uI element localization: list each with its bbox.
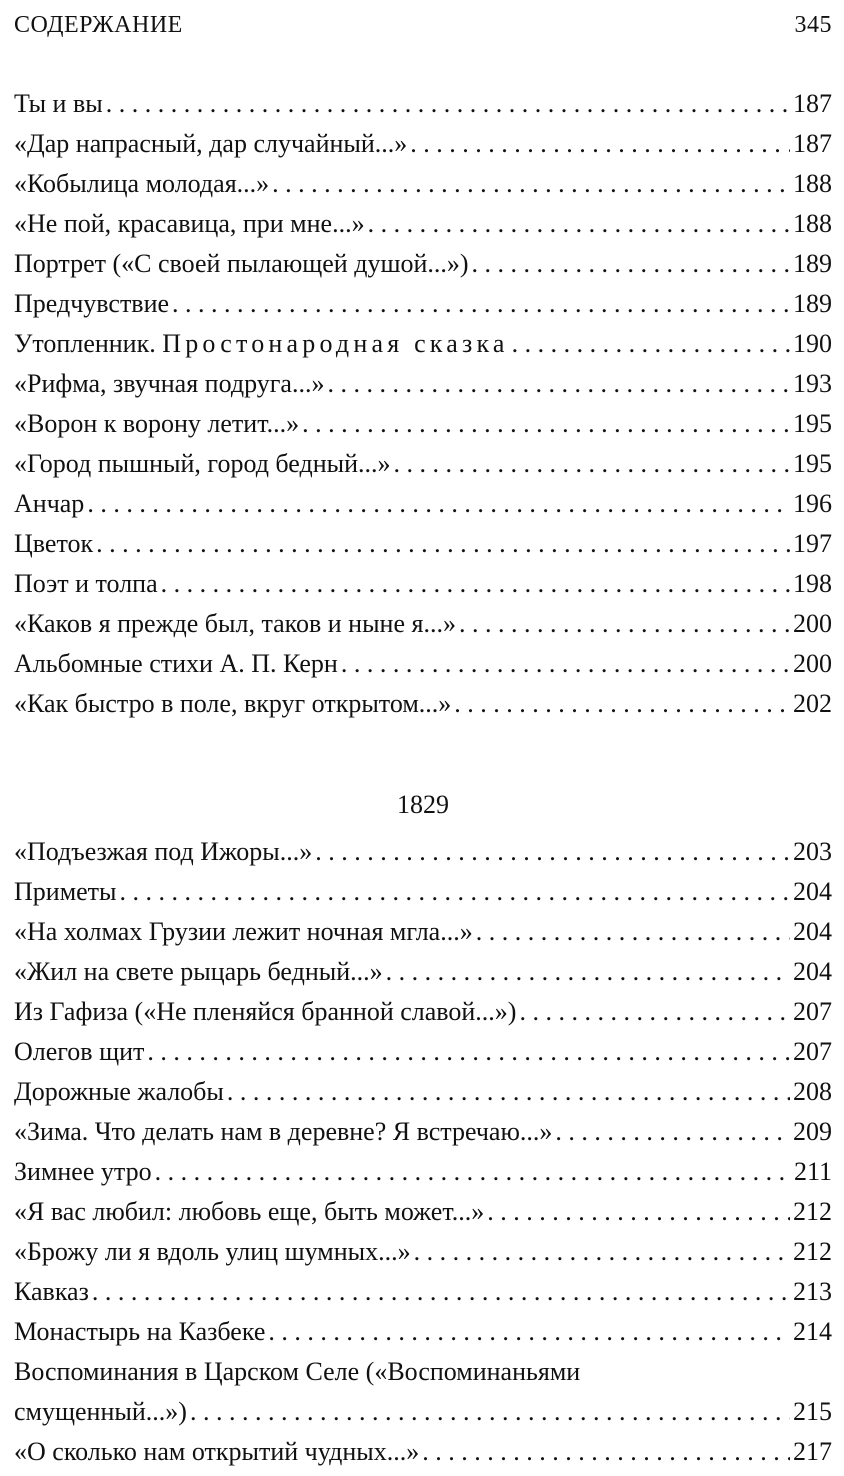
dot-leader [87, 484, 790, 524]
toc-entry-title [14, 284, 169, 324]
toc-entry [14, 444, 832, 484]
dot-leader [459, 604, 790, 644]
toc-entry-page: 215 [793, 1397, 832, 1426]
toc-entry-page: 188 [793, 209, 832, 238]
dot-leader [106, 84, 790, 124]
toc-entry-title [14, 204, 365, 244]
header-title: СОДЕРЖАНИЕ [14, 12, 183, 38]
toc-entry-title [14, 164, 269, 204]
toc-entry [14, 324, 832, 364]
toc-entry-title-text: «Жил на свете рыцарь бедный...» [14, 957, 383, 986]
toc-entry-page: 202 [793, 689, 832, 718]
toc-entry-title [14, 1152, 152, 1192]
toc-entry-title-text: «Каков я прежде был, таков и ныне я...» [14, 609, 456, 638]
toc-section-1 [14, 84, 832, 724]
toc-entry [14, 204, 832, 244]
toc-entry-title [14, 324, 509, 364]
toc-entry-title-text: «На холмах Грузии лежит ночная мгла...» [14, 917, 473, 946]
toc-entry-title-text: Анчар [14, 489, 85, 518]
toc-entry-title-text: Альбомные стихи А. П. Керн [14, 649, 338, 678]
year-heading: 1829 [397, 790, 449, 819]
toc-entry-title-text: Зимнее утро [14, 1157, 152, 1186]
toc-entry-page: 195 [793, 449, 832, 478]
toc-entry-title-text: Портрет («С своей пылающей душой...») [14, 249, 469, 278]
toc-entry-title-text: Монастырь на Казбеке [14, 1317, 266, 1346]
toc-entry-title [14, 84, 103, 124]
dot-leader [190, 1392, 790, 1432]
toc-entry [14, 364, 832, 404]
dot-leader [161, 564, 790, 604]
toc-entry-title [14, 1432, 419, 1472]
toc-entry-subtitle: Простонародная сказка [162, 329, 509, 358]
toc-entry [14, 1232, 832, 1272]
dot-leader [555, 1112, 790, 1152]
toc-entry-page: 187 [793, 89, 832, 118]
dot-leader [454, 684, 790, 724]
toc-entry-title-text: Дорожные жалобы [14, 1077, 224, 1106]
toc-entry [14, 1072, 832, 1112]
toc-entry-page: 195 [793, 409, 832, 438]
toc-entry-title-text: «О сколько нам открытий чудных...» [14, 1437, 420, 1466]
toc-entry-title [14, 872, 117, 912]
toc-entry-page: 189 [793, 289, 832, 318]
toc-entry-page: 187 [793, 129, 832, 158]
toc-entry-title-text: Кавказ [14, 1277, 89, 1306]
toc-entry-title-text: Предчувствие [14, 289, 170, 318]
toc-entry-title-text: «Не пой, красавица, при мне...» [14, 209, 365, 238]
toc-entry [14, 484, 832, 524]
toc-entry-page: 207 [793, 1037, 832, 1066]
toc-entry [14, 564, 832, 604]
toc-entry [14, 1192, 832, 1232]
toc-entry-title-text: Утопленник. [14, 329, 156, 358]
toc-entry [14, 284, 832, 324]
toc-entry-title-text: «Зима. Что делать нам в деревне? Я встречаю...» [14, 1117, 553, 1146]
toc-entry-title-text: Ты и вы [14, 89, 103, 118]
toc-entry-title [14, 444, 391, 484]
toc-entry-title [14, 1072, 224, 1112]
toc-entry-title-text: «Я вас любил: любовь еще, быть может...» [14, 1197, 485, 1226]
toc-entry [14, 1392, 832, 1432]
toc-entry [14, 124, 832, 164]
toc-entry-title-text: Из Гафиза («Не пленяйся бранной славой...») [14, 997, 517, 1026]
toc-entry [14, 952, 832, 992]
toc-entry [14, 524, 832, 564]
dot-leader [394, 444, 790, 484]
toc-entry-page: 208 [793, 1077, 832, 1106]
toc-entry-title [14, 1112, 552, 1152]
toc-entry-page: 207 [793, 997, 832, 1026]
toc-entry [14, 872, 832, 912]
toc-entry-title [14, 644, 338, 684]
toc-entry-title [14, 1032, 144, 1072]
toc-entry-title [14, 952, 383, 992]
toc-entry-title-line1: Воспоминания в Царском Селе («Воспоминаньями [14, 1357, 581, 1386]
toc-entry [14, 164, 832, 204]
dot-leader [120, 872, 790, 912]
toc-entry-title [14, 912, 473, 952]
running-header [14, 12, 832, 48]
toc-entry [14, 992, 832, 1032]
toc-entry-page: 203 [793, 837, 832, 866]
toc-entry [14, 1312, 832, 1352]
toc-entry-title-text: «Город пышный, город бедный...» [14, 449, 391, 478]
toc-entry-title [14, 124, 407, 164]
toc-section-2 [14, 832, 832, 1472]
toc-entry-title-text: смущенный...») [14, 1397, 187, 1426]
toc-entry-title-text: «Подъезжая под Ижоры...» [14, 837, 313, 866]
toc-entry-title [14, 684, 451, 724]
toc-entry-title-text: Олегов щит [14, 1037, 145, 1066]
toc-entry-title-text: «Рифма, звучная подруга...» [14, 369, 325, 398]
dot-leader [227, 1072, 790, 1112]
dot-leader [519, 992, 790, 1032]
toc-entry-title [14, 244, 469, 284]
toc-entry [14, 1112, 832, 1152]
toc-entry [14, 404, 832, 444]
toc-entry [14, 684, 832, 724]
toc-entry-page: 193 [793, 369, 832, 398]
toc-entry-title [14, 404, 299, 444]
toc-entry-page: 197 [793, 529, 832, 558]
toc-entry-page: 214 [793, 1317, 832, 1346]
toc-entry-page: 209 [793, 1117, 832, 1146]
toc-entry-title-text: Поэт и толпа [14, 569, 158, 598]
dot-leader [92, 1272, 790, 1312]
dot-leader [341, 644, 790, 684]
toc-entry-title [14, 604, 456, 644]
dot-leader [487, 1192, 790, 1232]
toc-entry [14, 1032, 832, 1072]
toc-entry-title [14, 524, 93, 564]
toc-entry-page: 198 [793, 569, 832, 598]
toc-entry-title [14, 992, 516, 1032]
toc-entry-page: 212 [793, 1237, 832, 1266]
dot-leader [422, 1432, 790, 1472]
dot-leader [414, 1232, 790, 1272]
toc-entry [14, 604, 832, 644]
dot-leader [368, 204, 790, 244]
toc-entry [14, 1152, 832, 1192]
toc-entry [14, 244, 832, 284]
dot-leader [327, 364, 790, 404]
dot-leader [315, 832, 790, 872]
toc-entry-line [14, 1352, 832, 1392]
toc-entry-page: 204 [793, 877, 832, 906]
toc-entry [14, 644, 832, 684]
toc-entry-title [14, 484, 84, 524]
toc-entry-title [14, 564, 158, 604]
toc-entry [14, 832, 832, 872]
dot-leader [476, 912, 790, 952]
dot-leader [302, 404, 790, 444]
dot-leader [147, 1032, 790, 1072]
toc-entry-page: 196 [793, 489, 832, 518]
dot-leader [512, 324, 790, 364]
toc-entry-title [14, 1312, 265, 1352]
dot-leader [155, 1152, 791, 1192]
toc-entry-title-text: «Ворон к ворону летит...» [14, 409, 300, 438]
toc-entry-page: 200 [793, 609, 832, 638]
dot-leader [472, 244, 790, 284]
toc-entry [14, 84, 832, 124]
toc-entry-title [14, 832, 312, 872]
toc-entry [14, 1432, 832, 1472]
toc-entry-page: 188 [793, 169, 832, 198]
dot-leader [172, 284, 790, 324]
dot-leader [410, 124, 790, 164]
header-page-number: 345 [794, 12, 832, 38]
dot-leader [268, 1312, 790, 1352]
toc-entry-title [14, 364, 324, 404]
toc-entry-title-text: Цветок [14, 529, 94, 558]
toc-entry-page: 200 [793, 649, 832, 678]
dot-leader [386, 952, 790, 992]
toc-entry-page: 217 [793, 1437, 832, 1466]
dot-leader [272, 164, 790, 204]
toc-entry-title-text: «Брожу ли я вдоль улиц шумных...» [14, 1237, 411, 1266]
toc-entry-title [14, 1232, 411, 1272]
toc-entry-page: 204 [793, 917, 832, 946]
toc-entry-title-text: «Дар напрасный, дар случайный...» [14, 129, 408, 158]
toc-entry-page: 211 [793, 1157, 832, 1186]
toc-entry-title-text: «Как быстро в поле, вкруг открытом...» [14, 689, 452, 718]
toc-entry-title-text: Приметы [14, 877, 117, 906]
toc-entry [14, 912, 832, 952]
toc-entry-page: 204 [793, 957, 832, 986]
toc-entry-title [14, 1272, 89, 1312]
toc-entry-page: 190 [793, 329, 832, 358]
toc-entry-page: 213 [793, 1277, 832, 1306]
toc-entry-page: 212 [793, 1197, 832, 1226]
toc-entry-page: 189 [793, 249, 832, 278]
toc-entry-title [14, 1392, 187, 1432]
toc-entry-title-text: «Кобылица молодая...» [14, 169, 270, 198]
toc-entry [14, 1272, 832, 1312]
toc-entry-title [14, 1192, 484, 1232]
dot-leader [96, 524, 790, 564]
